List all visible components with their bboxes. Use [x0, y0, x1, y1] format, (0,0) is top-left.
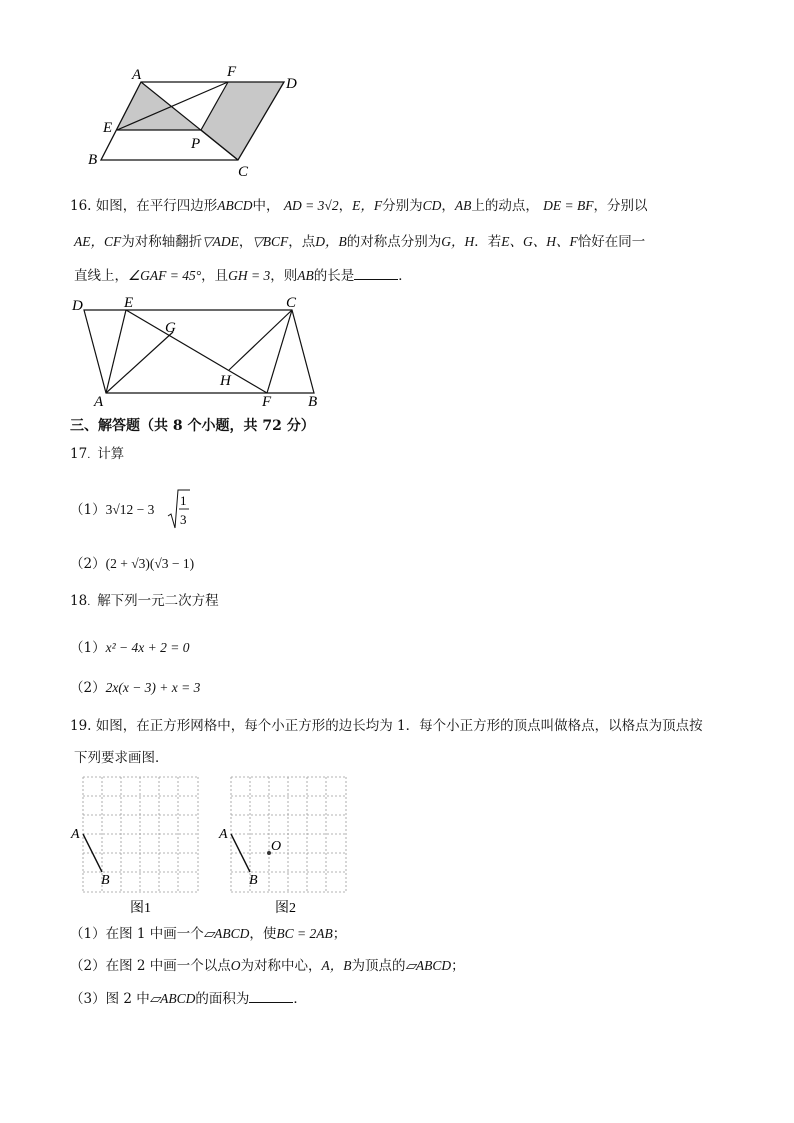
shaded-quad-fdcp — [201, 82, 284, 160]
q16-line1: 16. 如图，在平行四边形ABCD中， AD = 3√2，E，F分别为CD，AB上的动点， DE = BF，分别以 — [70, 198, 648, 214]
q19-part2: （2）在图 2 中画一个以点O为对称中心，A，B为顶点的▱ABCD； — [70, 958, 465, 974]
q16-line3: 直线上，∠GAF = 45°，且GH = 3，则AB的长是 ． — [74, 265, 412, 286]
q17-part1-sqrt-fraction — [167, 488, 191, 532]
q18-title: 18．解下列一元二次方程 — [70, 593, 219, 609]
label-b: B — [88, 152, 98, 168]
q17-frac-den: 3 — [180, 512, 187, 527]
q17-part2: （2）(2 + √3)(√3 − 1) — [70, 556, 195, 572]
answer-blank[interactable] — [354, 265, 398, 280]
label-f: F — [227, 64, 237, 80]
figure-parallelogram-dcab — [66, 290, 334, 410]
q17-title: 17．计算 — [70, 446, 125, 462]
grid-figure-2 — [216, 772, 356, 918]
label-b-fig2: B — [249, 873, 258, 888]
label-c: C — [238, 164, 249, 180]
label-e: E — [103, 120, 113, 136]
figure-parallelogram-afdcbe — [80, 62, 320, 180]
q19-part1: （1）在图 1 中画一个▱ABCD，使BC = 2AB； — [70, 926, 347, 942]
label-h16: H — [220, 373, 231, 389]
q17-frac-num: 1 — [180, 493, 187, 508]
label-c16: C — [286, 295, 297, 311]
label-b-fig1: B — [101, 873, 110, 888]
label-o-fig2: O — [271, 839, 282, 854]
q19-part3: （3）图 2 中▱ABCD的面积为 ． — [70, 988, 307, 1009]
label-b16: B — [308, 394, 318, 410]
section-heading: 三、解答题（共 8 个小题，共 72 分） — [70, 418, 315, 434]
q19-line2: 下列要求画图． — [74, 750, 169, 766]
label-a-fig2: A — [219, 827, 228, 842]
fig1-caption: 图1 — [130, 901, 151, 916]
label-f16: F — [262, 394, 272, 410]
answer-blank-19[interactable] — [249, 988, 293, 1003]
label-a16: A — [94, 394, 104, 410]
q18-part1: （1）x² − 4x + 2 = 0 — [70, 640, 190, 656]
fig2-caption: 图2 — [275, 901, 296, 916]
q16-line2: AE，CF为对称轴翻折▽ADE，▽BCF，点D，B的对称点分别为G，H．若E、G、H、F恰好在同一 — [74, 234, 646, 250]
q19-line1: 19. 如图，在正方形网格中，每个小正方形的边长均为 1．每个小正方形的顶点叫做格点，以格点为顶点按 — [70, 718, 703, 734]
label-g16: G — [165, 320, 176, 336]
shaded-triangle-aep — [117, 82, 201, 130]
label-a-fig1: A — [71, 827, 80, 842]
label-p: P — [191, 136, 201, 152]
label-a: A — [132, 67, 142, 83]
q17-part1: （1）3√12 − 3 — [70, 502, 155, 518]
label-d16: D — [72, 298, 83, 314]
grid-figure-1 — [68, 772, 208, 918]
label-d: D — [286, 76, 297, 92]
label-e16: E — [124, 295, 134, 311]
q18-part2: （2）2x(x − 3) + x = 3 — [70, 680, 201, 696]
